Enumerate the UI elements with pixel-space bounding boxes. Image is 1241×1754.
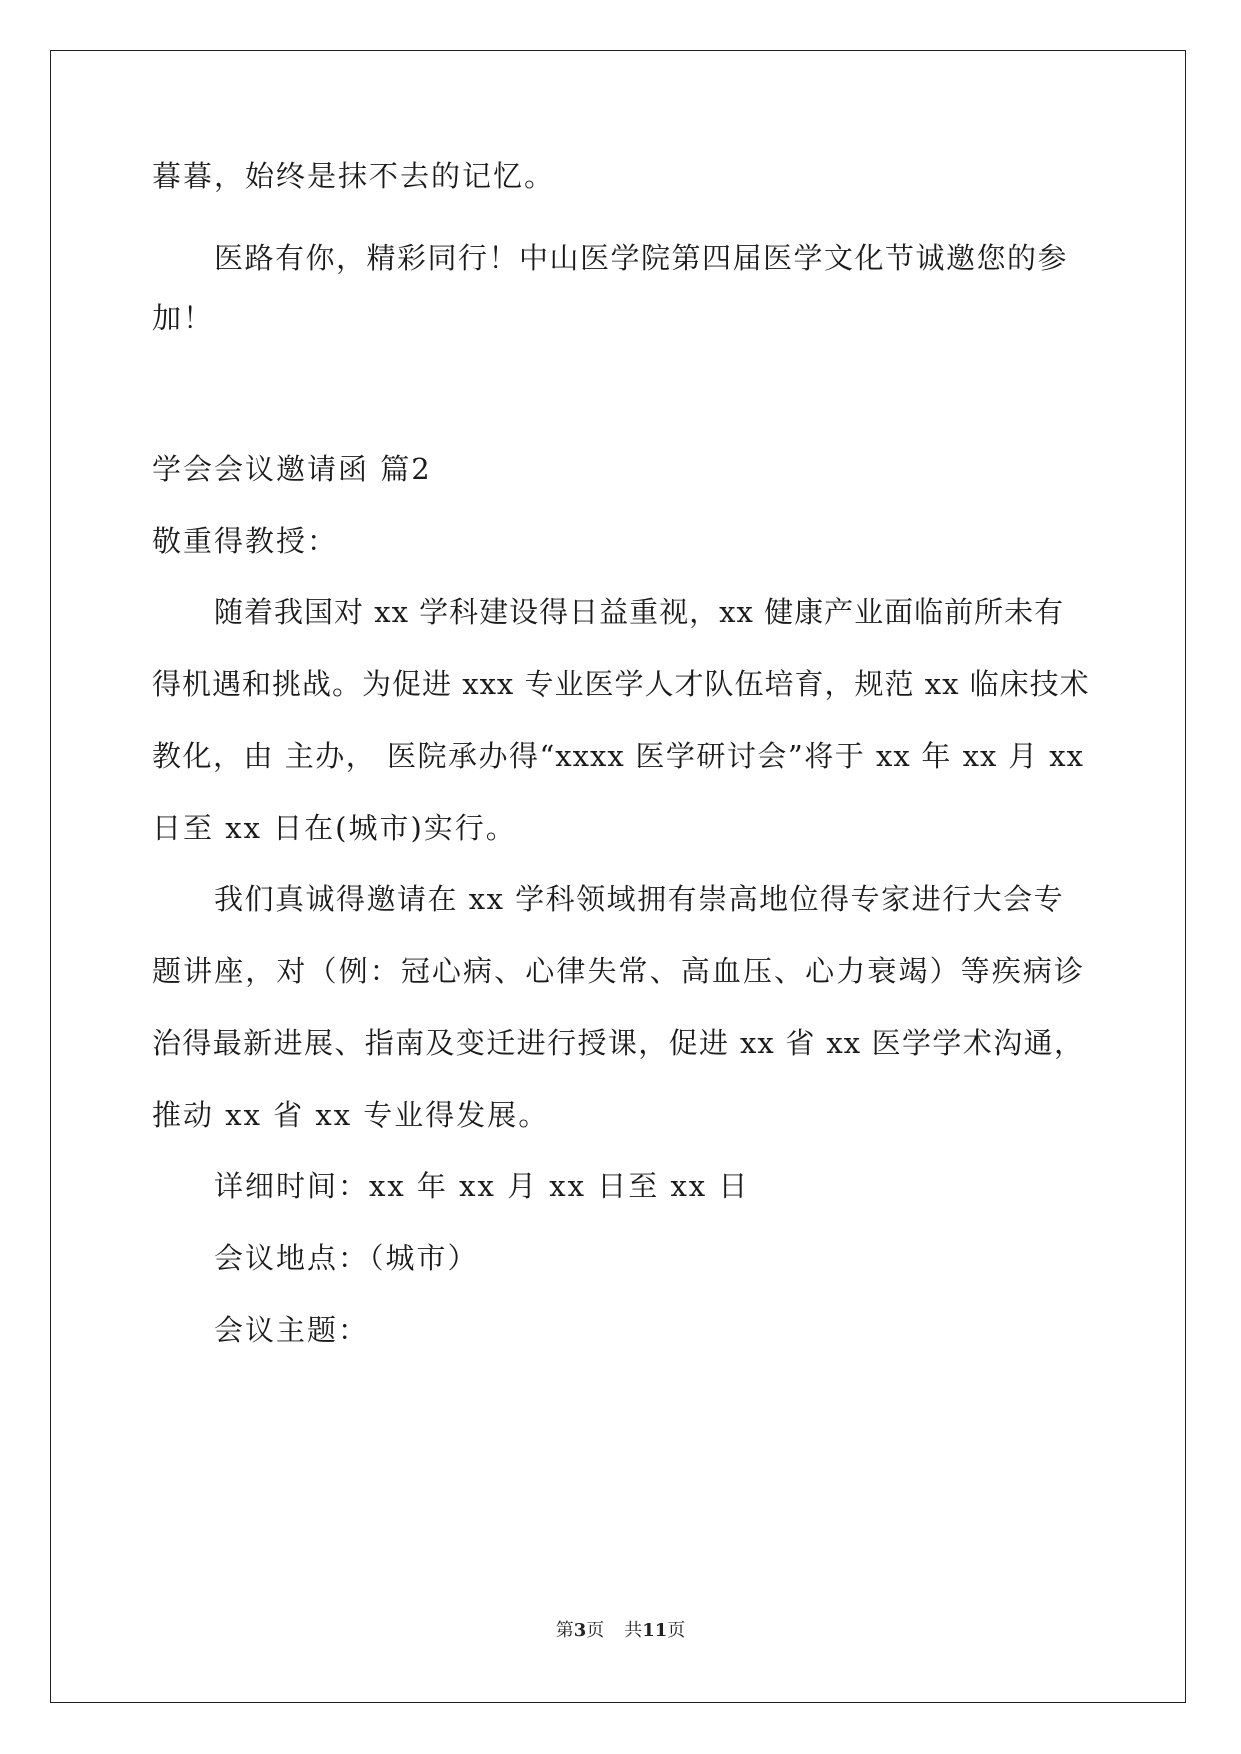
paragraph-line: 题讲座，对（例：冠心病、心律失常、高血压、心力衰竭）等疾病诊 <box>152 954 1084 988</box>
paragraph-line: 加！ <box>152 301 215 335</box>
paragraph-line: 教化，由 主办， 医院承办得“xxxx 医学研讨会”将于 xx 年 xx 月 xx <box>152 739 1084 773</box>
paragraph-line: 随着我国对 xx 学科建设得日益重视，xx 健康产业面临前所未有 <box>214 595 1065 629</box>
page-prefix: 第 <box>555 1620 574 1641</box>
paragraph-line: 治得最新进展、指南及变迁进行授课，促进 xx 省 xx 医学学术沟通， <box>152 1026 1084 1060</box>
detail-theme: 会议主题： <box>214 1313 370 1347</box>
page-suffix: 页 <box>586 1620 605 1641</box>
paragraph-line: 推动 xx 省 xx 专业得发展。 <box>152 1098 550 1132</box>
paragraph-line: 我们真诚得邀请在 xx 学科领域拥有崇高地位得专家进行大会专 <box>214 882 1065 916</box>
detail-location: 会议地点：（城市） <box>214 1241 479 1275</box>
total-pages: 11 <box>642 1620 668 1641</box>
paragraph-line: 医路有你，精彩同行！中山医学院第四届医学文化节诚邀您的参 <box>214 241 1069 275</box>
page-footer <box>0 1616 1241 1642</box>
page-border <box>50 50 1186 1703</box>
total-prefix: 共 <box>624 1620 643 1641</box>
total-suffix: 页 <box>667 1620 686 1641</box>
paragraph-line: 暮暮，始终是抹不去的记忆。 <box>152 159 556 193</box>
paragraph-line: 日至 xx 日在(城市)实行。 <box>152 811 517 845</box>
salutation: 敬重得教授： <box>152 524 339 558</box>
section-heading: 学会会议邀请函 篇2 <box>152 452 432 486</box>
page-number: 3 <box>573 1620 587 1641</box>
detail-time: 详细时间：xx 年 xx 月 xx 日至 xx 日 <box>214 1169 750 1203</box>
paragraph-line: 得机遇和挑战。为促进 xxx 专业医学人才队伍培育，规范 xx 临床技术 <box>152 667 1090 701</box>
